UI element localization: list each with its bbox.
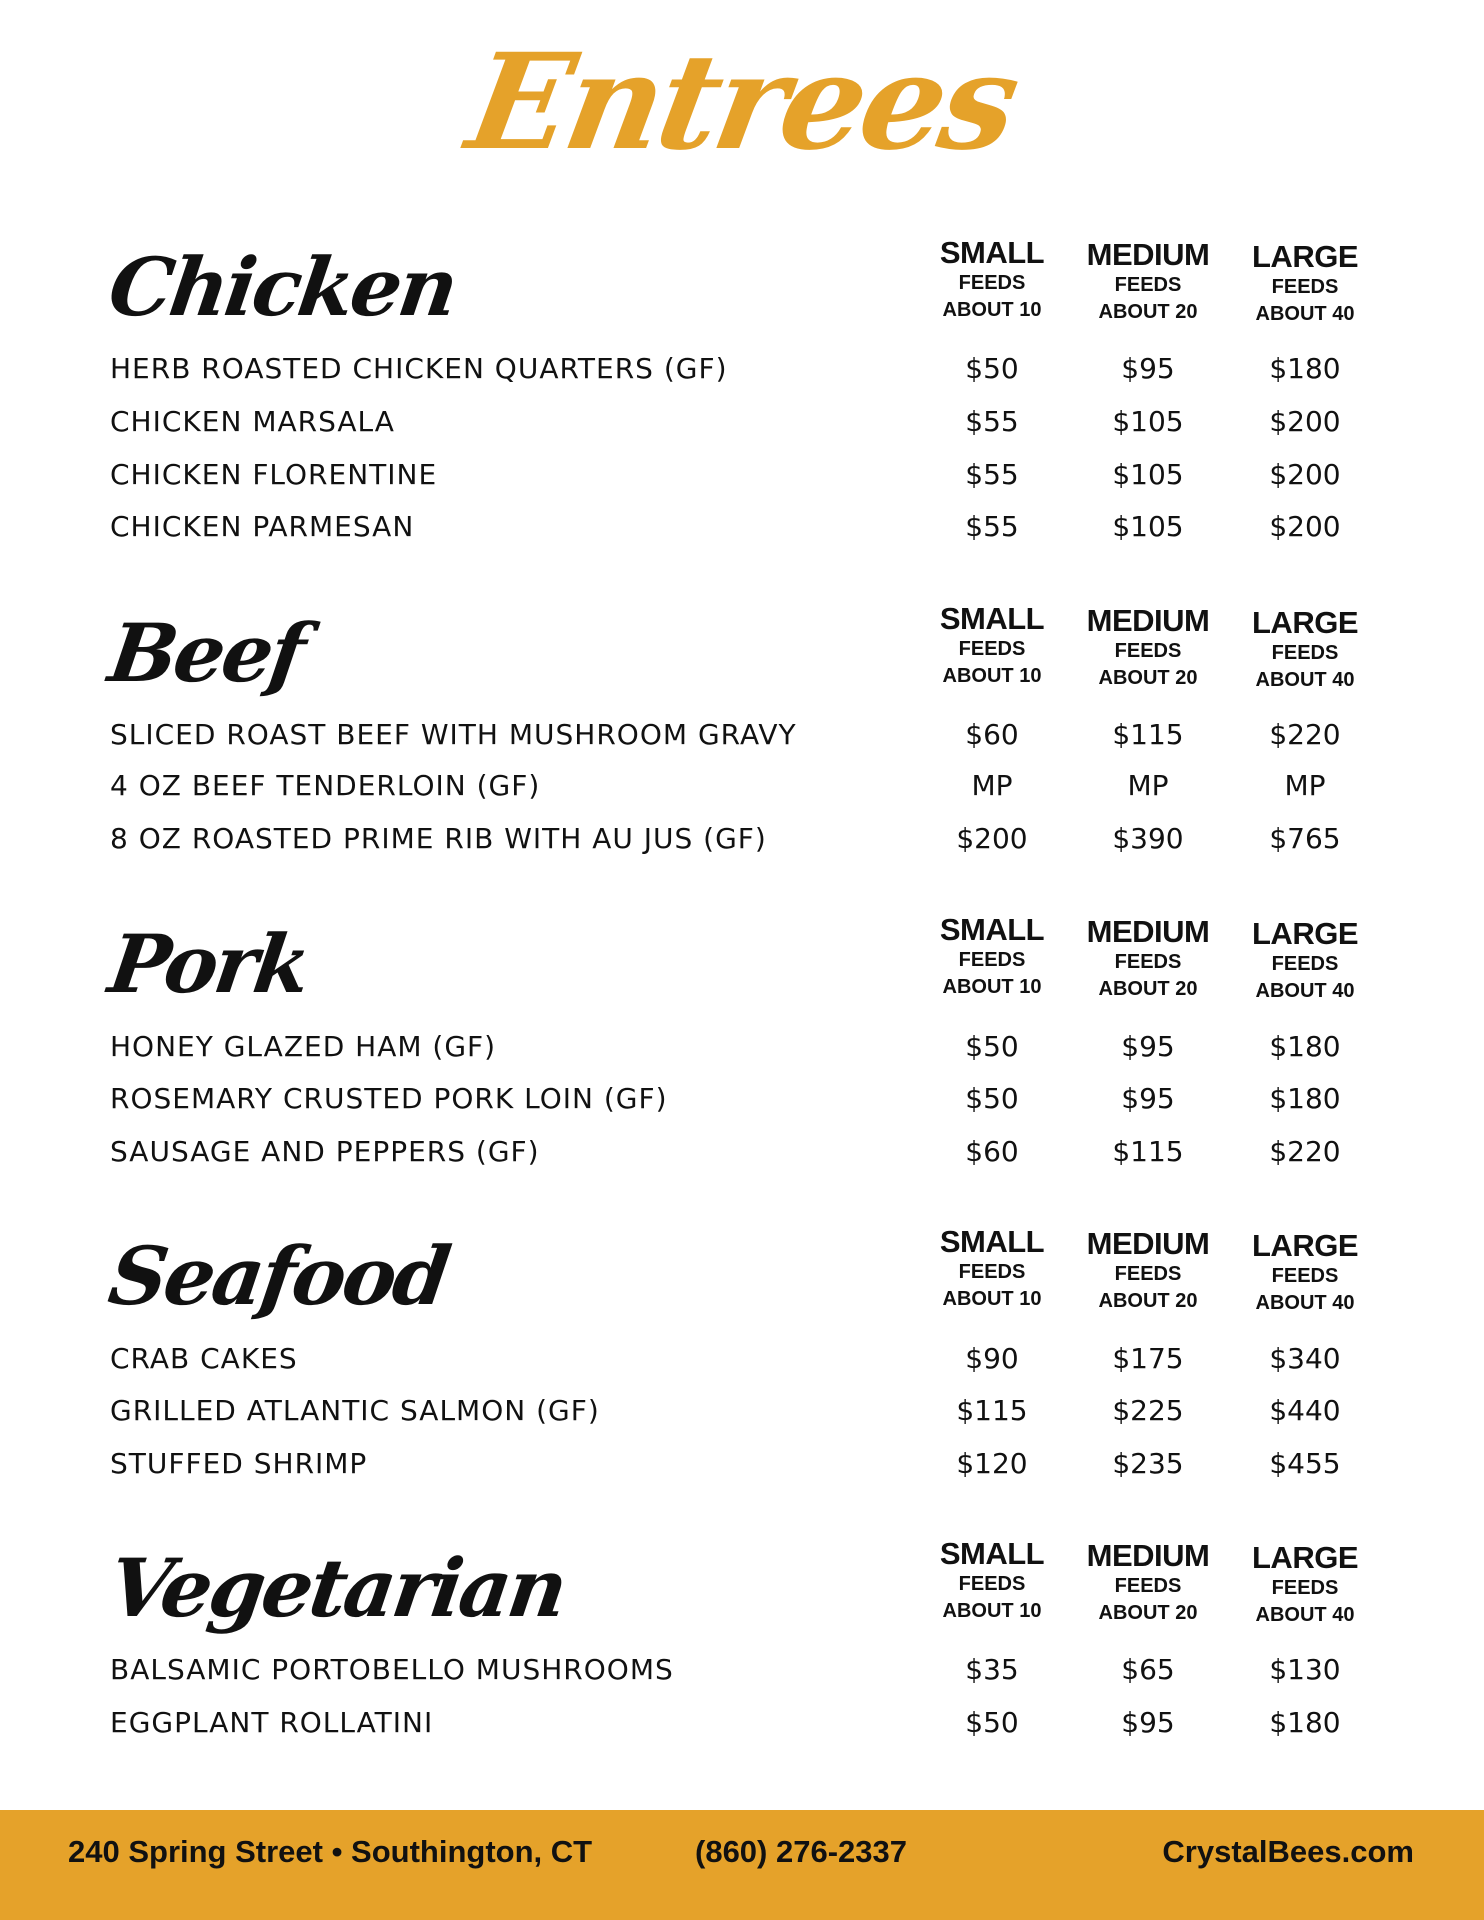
- feeds-label: FEEDS: [1271, 276, 1339, 298]
- category-title: Vegetarian: [103, 1541, 571, 1635]
- price-small: $55: [965, 510, 1019, 543]
- price-large: $200: [1269, 405, 1341, 438]
- price-medium: $115: [1112, 718, 1184, 751]
- price-small: $35: [965, 1653, 1019, 1686]
- size-label: MEDIUM: [1086, 237, 1210, 272]
- price-medium: $235: [1112, 1447, 1184, 1480]
- price-medium: $95: [1121, 352, 1175, 385]
- price-small: $200: [956, 822, 1028, 855]
- price-medium: $65: [1121, 1653, 1175, 1686]
- serving-label: ABOUT 20: [1098, 1602, 1198, 1624]
- price-small: $120: [956, 1447, 1028, 1480]
- feeds-label: FEEDS: [958, 638, 1026, 660]
- price-small: $90: [965, 1342, 1019, 1375]
- column-header-large: [1230, 1541, 1380, 1629]
- footer-address: 240 Spring Street • Southington, CT: [68, 1834, 593, 1869]
- menu-item-row: [0, 760, 1484, 812]
- page-title: Entrees: [457, 25, 1027, 180]
- price-medium: $95: [1121, 1030, 1175, 1063]
- feeds-label: FEEDS: [1114, 951, 1182, 973]
- serving-label: ABOUT 40: [1255, 1292, 1355, 1314]
- footer-phone[interactable]: (860) 276-2337: [695, 1834, 907, 1869]
- menu-item-row: [0, 1126, 1484, 1178]
- feeds-label: FEEDS: [1114, 1263, 1182, 1285]
- price-medium: $95: [1121, 1082, 1175, 1115]
- item-name: GRILLED ATLANTIC SALMON (GF): [110, 1394, 600, 1427]
- menu-item-row: [0, 501, 1484, 553]
- price-small: $60: [965, 1135, 1019, 1168]
- size-label: MEDIUM: [1086, 1226, 1210, 1261]
- item-name: HONEY GLAZED HAM (GF): [110, 1030, 497, 1063]
- price-medium: $105: [1112, 510, 1184, 543]
- size-label: LARGE: [1252, 605, 1358, 640]
- serving-label: ABOUT 20: [1098, 978, 1198, 1000]
- size-label: MEDIUM: [1086, 603, 1210, 638]
- size-label: LARGE: [1252, 1540, 1358, 1575]
- item-name: CHICKEN FLORENTINE: [110, 458, 438, 491]
- price-medium: $105: [1112, 405, 1184, 438]
- serving-label: ABOUT 20: [1098, 1290, 1198, 1312]
- column-header-small: [917, 236, 1067, 324]
- feeds-label: FEEDS: [958, 949, 1026, 971]
- price-medium: $115: [1112, 1135, 1184, 1168]
- price-medium: $105: [1112, 458, 1184, 491]
- price-small: $115: [956, 1394, 1028, 1427]
- item-name: CRAB CAKES: [110, 1342, 298, 1375]
- column-header-small: [917, 913, 1067, 1001]
- menu-item-row: [0, 1438, 1484, 1490]
- feeds-label: FEEDS: [1114, 640, 1182, 662]
- item-name: 8 OZ ROASTED PRIME RIB WITH AU JUS (GF): [110, 822, 767, 855]
- feeds-label: FEEDS: [1271, 642, 1339, 664]
- price-small: MP: [971, 769, 1013, 802]
- size-label: MEDIUM: [1086, 1538, 1210, 1573]
- price-small: $50: [965, 1706, 1019, 1739]
- column-header-medium: [1073, 915, 1223, 1003]
- column-header-large: [1230, 917, 1380, 1005]
- serving-label: ABOUT 20: [1098, 301, 1198, 323]
- item-name: EGGPLANT ROLLATINI: [110, 1706, 434, 1739]
- price-small: $50: [965, 1030, 1019, 1063]
- menu-item-row: [0, 1644, 1484, 1696]
- size-label: SMALL: [939, 912, 1045, 947]
- category-title: Chicken: [103, 240, 462, 334]
- feeds-label: FEEDS: [958, 1573, 1026, 1595]
- column-header-large: [1230, 606, 1380, 694]
- price-large: MP: [1284, 769, 1326, 802]
- price-medium: MP: [1127, 769, 1169, 802]
- column-header-medium: [1073, 1539, 1223, 1627]
- price-medium: $95: [1121, 1706, 1175, 1739]
- price-small: $50: [965, 1082, 1019, 1115]
- price-medium: $175: [1112, 1342, 1184, 1375]
- item-name: SLICED ROAST BEEF WITH MUSHROOM GRAVY: [110, 718, 797, 751]
- serving-label: ABOUT 10: [942, 299, 1042, 321]
- price-large: $220: [1269, 718, 1341, 751]
- column-header-large: [1230, 1229, 1380, 1317]
- menu-item-row: [0, 1385, 1484, 1437]
- feeds-label: FEEDS: [1271, 953, 1339, 975]
- price-large: $180: [1269, 1082, 1341, 1115]
- feeds-label: FEEDS: [1271, 1265, 1339, 1287]
- price-small: $55: [965, 405, 1019, 438]
- category-title: Seafood: [103, 1229, 454, 1323]
- serving-label: ABOUT 20: [1098, 667, 1198, 689]
- price-large: $340: [1269, 1342, 1341, 1375]
- price-large: $765: [1269, 822, 1341, 855]
- menu-item-row: [0, 343, 1484, 395]
- price-medium: $390: [1112, 822, 1184, 855]
- item-name: ROSEMARY CRUSTED PORK LOIN (GF): [110, 1082, 668, 1115]
- column-header-small: [917, 1225, 1067, 1313]
- size-label: SMALL: [939, 1224, 1045, 1259]
- feeds-label: FEEDS: [1271, 1577, 1339, 1599]
- serving-label: ABOUT 10: [942, 976, 1042, 998]
- size-label: LARGE: [1252, 916, 1358, 951]
- price-small: $50: [965, 352, 1019, 385]
- feeds-label: FEEDS: [958, 272, 1026, 294]
- menu-item-row: [0, 1333, 1484, 1385]
- serving-label: ABOUT 40: [1255, 980, 1355, 1002]
- item-name: HERB ROASTED CHICKEN QUARTERS (GF): [110, 352, 728, 385]
- menu-item-row: [0, 449, 1484, 501]
- item-name: SAUSAGE AND PEPPERS (GF): [110, 1135, 540, 1168]
- menu-item-row: [0, 396, 1484, 448]
- feeds-label: FEEDS: [1114, 274, 1182, 296]
- serving-label: ABOUT 10: [942, 1600, 1042, 1622]
- column-header-medium: [1073, 604, 1223, 692]
- menu-item-row: [0, 1021, 1484, 1073]
- serving-label: ABOUT 10: [942, 1288, 1042, 1310]
- column-header-large: [1230, 240, 1380, 328]
- item-name: STUFFED SHRIMP: [110, 1447, 368, 1480]
- category-title: Pork: [103, 917, 314, 1011]
- column-header-small: [917, 1537, 1067, 1625]
- price-small: $60: [965, 718, 1019, 751]
- price-large: $180: [1269, 352, 1341, 385]
- feeds-label: FEEDS: [958, 1261, 1026, 1283]
- price-large: $200: [1269, 458, 1341, 491]
- item-name: CHICKEN PARMESAN: [110, 510, 415, 543]
- price-large: $455: [1269, 1447, 1341, 1480]
- menu-item-row: [0, 813, 1484, 865]
- size-label: LARGE: [1252, 1228, 1358, 1263]
- size-label: MEDIUM: [1086, 914, 1210, 949]
- menu-item-row: [0, 1073, 1484, 1125]
- serving-label: ABOUT 40: [1255, 1604, 1355, 1626]
- price-large: $220: [1269, 1135, 1341, 1168]
- size-label: SMALL: [939, 601, 1045, 636]
- column-header-medium: [1073, 238, 1223, 326]
- serving-label: ABOUT 40: [1255, 669, 1355, 691]
- column-header-medium: [1073, 1227, 1223, 1315]
- item-name: 4 OZ BEEF TENDERLOIN (GF): [110, 769, 541, 802]
- item-name: BALSAMIC PORTOBELLO MUSHROOMS: [110, 1653, 674, 1686]
- size-label: SMALL: [939, 235, 1045, 270]
- price-large: $180: [1269, 1706, 1341, 1739]
- price-large: $130: [1269, 1653, 1341, 1686]
- footer-website-link[interactable]: CrystalBees.com: [1162, 1834, 1414, 1869]
- menu-item-row: [0, 709, 1484, 761]
- size-label: SMALL: [939, 1536, 1045, 1571]
- serving-label: ABOUT 10: [942, 665, 1042, 687]
- feeds-label: FEEDS: [1114, 1575, 1182, 1597]
- column-header-small: [917, 602, 1067, 690]
- menu-item-row: [0, 1697, 1484, 1749]
- price-large: $440: [1269, 1394, 1341, 1427]
- serving-label: ABOUT 40: [1255, 303, 1355, 325]
- item-name: CHICKEN MARSALA: [110, 405, 395, 438]
- price-large: $180: [1269, 1030, 1341, 1063]
- price-medium: $225: [1112, 1394, 1184, 1427]
- price-large: $200: [1269, 510, 1341, 543]
- size-label: LARGE: [1252, 239, 1358, 274]
- price-small: $55: [965, 458, 1019, 491]
- category-title: Beef: [103, 606, 309, 700]
- footer-bar: [0, 1810, 1484, 1920]
